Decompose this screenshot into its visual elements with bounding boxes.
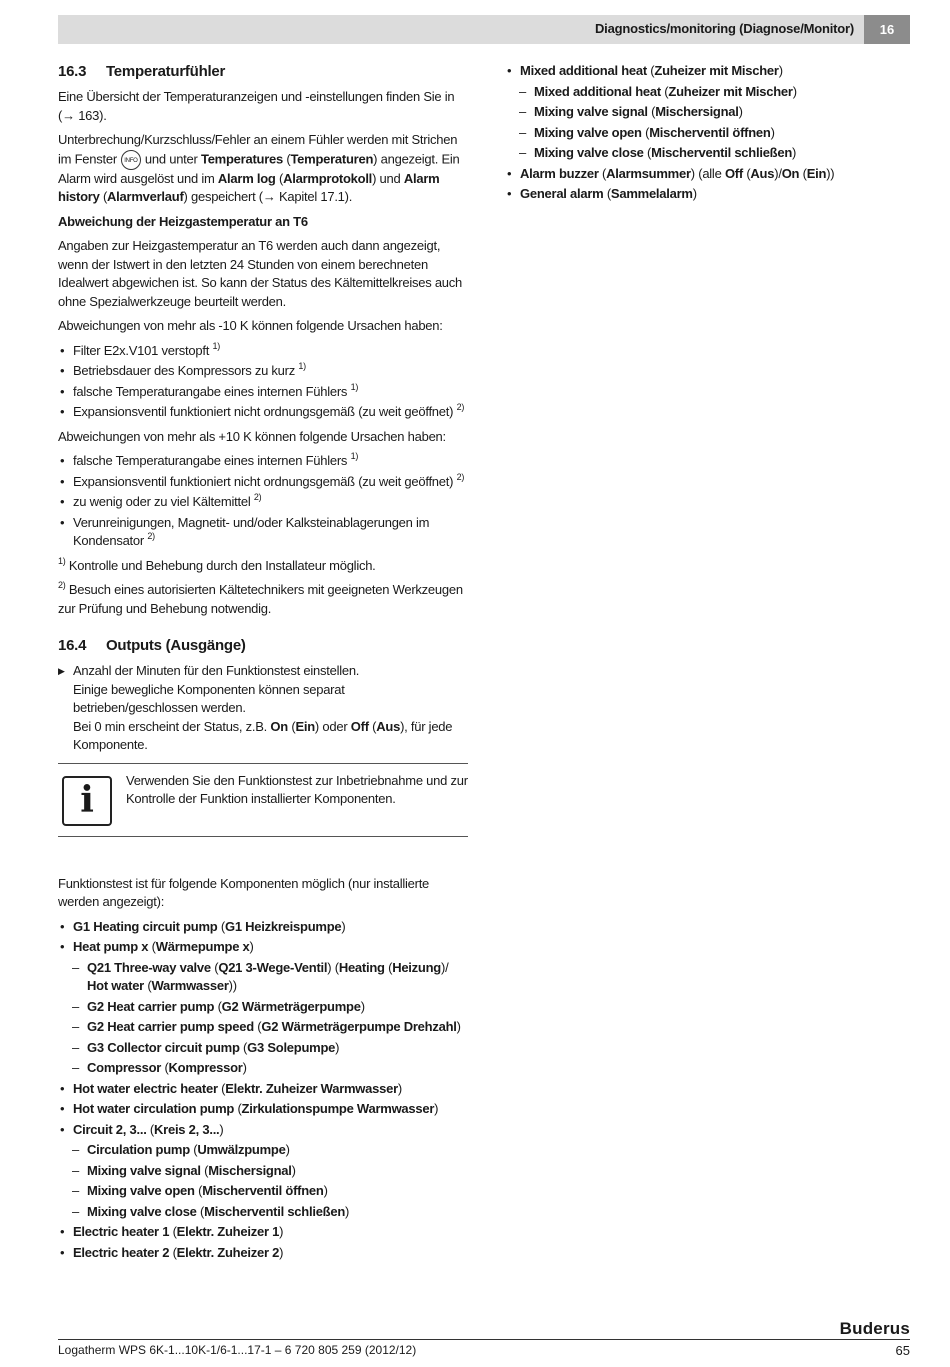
list-item: • Mixed additional heat (Zuheizer mit Mischer) [505,62,910,81]
list-item: • G1 Heating circuit pump (G1 Heizkreispumpe) [58,918,468,937]
list-item: – Mixing valve close (Mischerventil schließen) [505,144,910,163]
list-item: • Expansionsventil funktioniert nicht ordnungsgemäß (zu weit geöffnet) $^{2)}$ [58,473,468,492]
info-icon: INFO [121,150,141,170]
instruction-step: ▶ Anzahl der Minuten für den Funktionstest einstellen. Einige bewegliche Komponenten können separat betrieben/geschlossen werden. Bei 0 min erscheint der Status, z.B. On (Ein) oder Off (Aus), für jede Komponente. [58,662,468,755]
list-item: – Circulation pump (Umwälzpumpe) [58,1141,468,1160]
list-item: – Mixing valve close (Mischerventil schließen) [58,1203,468,1222]
cause-list-plus [58,452,468,551]
list-item: • falsche Temperaturangabe eines internen Fühlers $^{1)}$ [58,452,468,471]
s164-intro: Funktionstest ist für folgende Komponenten möglich (nur installierte werden angezeigt): [58,875,430,909]
section-16-4-heading: 16.4 Outputs (Ausgänge) [58,637,246,654]
list-item: • Electric heater 1 (Elektr. Zuheizer 1) [58,1223,468,1242]
list-item: – Mixing valve signal (Mischersignal) [58,1162,468,1181]
list-item: – Mixing valve open (Mischerventil öffnen) [505,124,910,143]
list-item: – G3 Collector circuit pump (G3 Solepumpe) [58,1039,468,1058]
list-item: – G2 Heat carrier pump (G2 Wärmeträgerpumpe) [58,998,468,1017]
s163-paragraph-5: Abweichungen von mehr als +10 K können folgende Ursachen haben: [58,428,446,444]
list-item: – Mixed additional heat (Zuheizer mit Mischer) [505,83,910,102]
component-list-right [505,62,910,204]
list-item: • Heat pump x (Wärmepumpe x) [58,938,468,957]
list-item: • Expansionsventil funktioniert nicht ordnungsgemäß (zu weit geöffnet) $^{2)}$ [58,403,468,422]
list-item: – G2 Heat carrier pump speed (G2 Wärmeträgerpumpe Drehzahl) [58,1018,468,1037]
list-item: • Electric heater 2 (Elektr. Zuheizer 2) [58,1244,468,1263]
page-header [58,15,910,44]
list-item: • zu wenig oder zu viel Kältemittel $^{2)}$ [58,493,468,512]
s163-subheading: Abweichung der Heizgastemperatur an T6 [58,213,308,229]
footnote-1: $^{1)}$ Kontrolle und Behebung durch den Installateur möglich. [58,555,376,573]
s163-paragraph-4: Abweichungen von mehr als -10 K können folgende Ursachen haben: [58,318,443,333]
list-item: – Q21 Three-way valve (Q21 3-Wege-Ventil) (Heating (Heizung)/ Hot water (Warmwasser)) [58,959,468,996]
info-note-text: Verwenden Sie den Funktionstest zur Inbetriebnahme und zur Kontrolle der Funktion installierter Komponenten. [126,772,468,806]
list-item: – Mixing valve signal (Mischersignal) [505,103,910,122]
section-16-3-heading: 16.3 Temperaturfühler [58,63,226,80]
s163-paragraph-2: Unterbrechung/Kurzschluss/Fehler an einem Fühler werden mit Strichen im Fenster INFO und unter Temperatures (Temperaturen) angezeigt. Ein Alarm wird ausgelöst und im Alarm log (Alarmprotokoll) und Alarm history (Alarmverlauf) gespeichert (→ Kapitel 17.1). [58,132,460,204]
cause-list-minus [58,342,468,422]
footer-divider [58,1339,910,1340]
component-list-left [58,918,468,1263]
buderus-logo: Buderus [839,1319,910,1338]
list-item: • Hot water electric heater (Elektr. Zuheizer Warmwasser) [58,1080,468,1099]
s163-intro: Eine Übersicht der Temperaturanzeigen und -einstellungen finden Sie in (→ 163). [58,89,455,123]
page-number: 65 [895,1343,910,1358]
list-item: • Alarm buzzer (Alarmsummer) (alle Off (Aus)/On (Ein)) [505,165,910,184]
list-item: • Hot water circulation pump (Zirkulationspumpe Warmwasser) [58,1100,468,1119]
info-note-icon: i [62,776,112,826]
list-item: • General alarm (Sammelalarm) [505,185,910,204]
list-item: – Compressor (Kompressor) [58,1059,468,1078]
list-item: • Filter E2x.V101 verstopft $^{1)}$ [58,342,468,361]
list-item: • Verunreinigungen, Magnetit- und/oder Kalksteinablagerungen im Kondensator $^{2)}$ [58,514,468,551]
instruction-steps [58,662,468,755]
footer-document-id: Logatherm WPS 6K-1...10K-1/6-1...17-1 – 6 720 805 259 (2012/12) [58,1343,417,1357]
header-title: Diagnostics/monitoring (Diagnose/Monitor) [594,21,854,36]
s163-paragraph-3: Angaben zur Heizgastemperatur an T6 werden auch dann angezeigt, wenn der Istwert in den letzten 24 Stunden von einem berechneten Idealwert abgewichen ist. So kann der Status des Kältemittelkreises auch ohne Spezialwerkzeuge beurteilt werden. [58,238,463,309]
left-column [58,62,468,1268]
list-item: • falsche Temperaturangabe eines internen Fühlers $^{1)}$ [58,383,468,402]
right-column [505,62,910,210]
list-item: – Mixing valve open (Mischerventil öffnen) [58,1182,468,1201]
chapter-number: 16 [864,15,910,44]
list-item: • Circuit 2, 3... (Kreis 2, 3...) [58,1121,468,1140]
list-item: • Betriebsdauer des Kompressors zu kurz $^{1)}$ [58,362,468,381]
info-note [58,763,468,837]
footnote-2: $^{2)}$ Besuch eines autorisierten Kältetechnikers mit geeigneten Werkzeugen zur Prüfung und Behebung notwendig. [58,580,463,616]
